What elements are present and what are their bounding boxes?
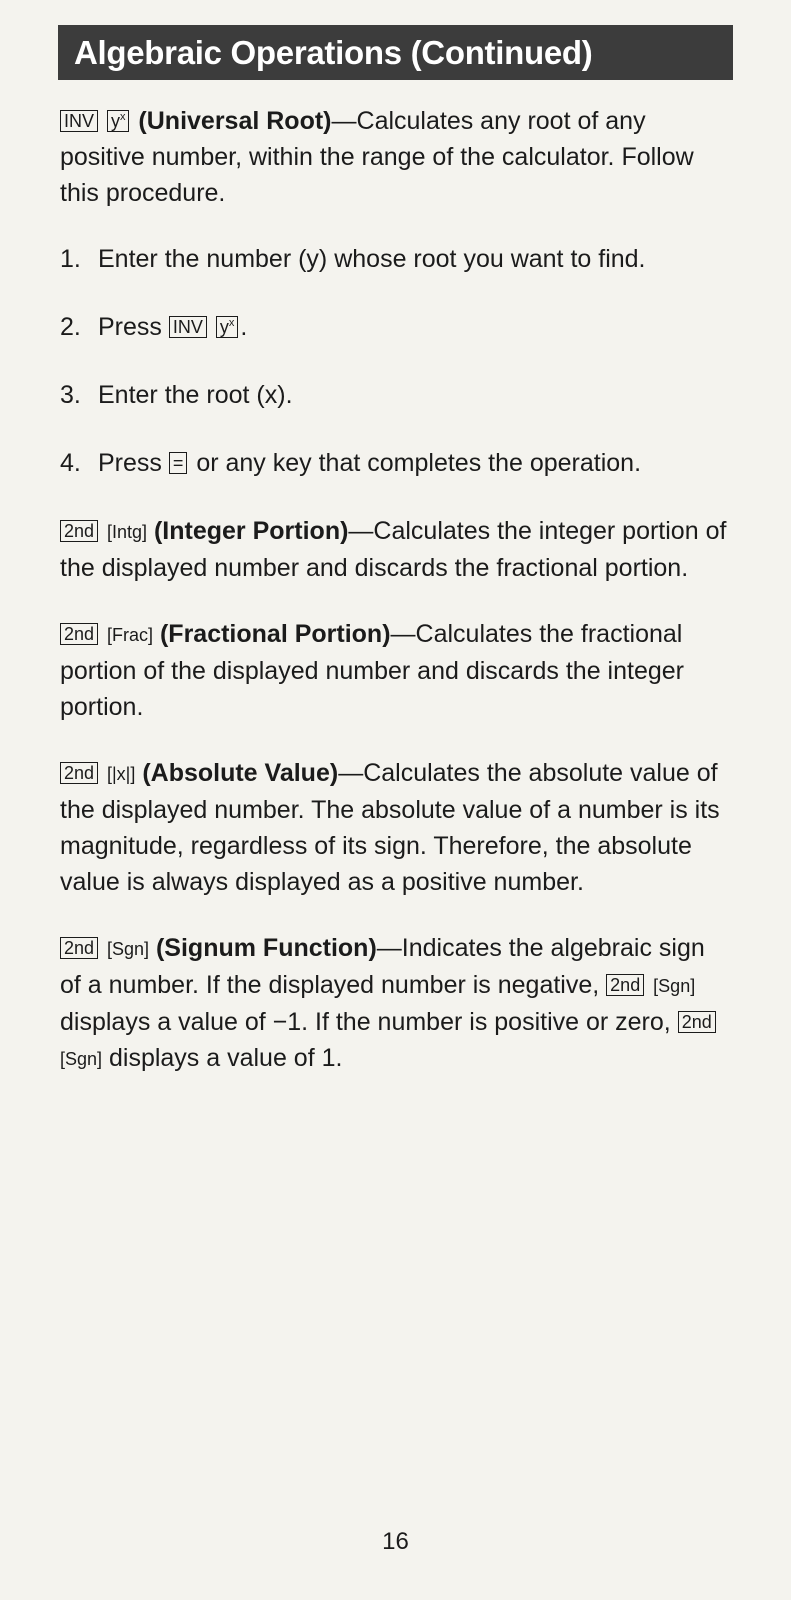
step-text-before: Press	[98, 449, 162, 477]
step-text-after: .	[240, 313, 248, 341]
second-key: 2nd	[606, 974, 644, 996]
sgn-function-label: [Sgn]	[107, 939, 150, 959]
equals-key: =	[169, 452, 188, 474]
y-power-x-key	[216, 316, 239, 338]
term-signum-function: (Signum Function)	[155, 934, 377, 962]
absolute-value-description: —Calculates the absolute value of the displayed number. The absolute value of a number is its magnitude, regardless of its sign. Therefore, the absolute value is always displayed as a positive number.	[60, 759, 720, 896]
key-base: y	[219, 317, 229, 337]
step-text: Enter the root (x).	[98, 381, 293, 409]
inv-key: INV	[169, 316, 207, 338]
inv-key: INV	[60, 110, 98, 132]
intg-function-label: [Intg]	[107, 522, 148, 542]
key-superscript: x	[228, 317, 235, 329]
second-key: 2nd	[60, 520, 98, 542]
page-heading: Algebraic Operations (Continued)	[58, 25, 733, 80]
term-fractional-portion: (Fractional Portion)	[159, 620, 391, 648]
step-number: 1.	[60, 245, 81, 273]
second-key: 2nd	[60, 937, 98, 959]
step-text-after: or any key that completes the operation.	[196, 449, 642, 477]
universal-root-description: —Calculates any root of any positive number, within the range of the calculator. Follow this procedure.	[60, 107, 694, 207]
step-4	[60, 445, 730, 481]
absolute-value-paragraph	[60, 755, 730, 900]
fractional-portion-description: —Calculates the fractional portion of the displayed number and discards the integer portion.	[60, 620, 684, 721]
step-number: 2.	[60, 313, 81, 341]
integer-portion-paragraph	[60, 513, 730, 586]
key-base: y	[110, 111, 120, 131]
page-number: 16	[382, 1528, 409, 1555]
signum-description-3: displays a value of 1.	[108, 1044, 343, 1072]
integer-portion-description: —Calculates the integer portion of the displayed number and discards the fractional portion.	[60, 517, 727, 582]
step-3	[60, 377, 730, 413]
second-key: 2nd	[678, 1011, 716, 1033]
step-text	[98, 309, 730, 345]
fractional-portion-paragraph	[60, 616, 730, 725]
term-universal-root: (Universal Root)	[138, 107, 332, 135]
frac-function-label: [Frac]	[107, 625, 154, 645]
term-absolute-value: (Absolute Value)	[142, 759, 339, 787]
sgn-function-label: [Sgn]	[653, 976, 696, 996]
step-text	[98, 445, 730, 481]
key-superscript: x	[119, 111, 126, 123]
signum-paragraph	[60, 930, 730, 1077]
step-text: Enter the number (y) whose root you want to find.	[98, 245, 646, 273]
y-power-x-key	[107, 110, 130, 132]
sgn-function-label: [Sgn]	[60, 1049, 103, 1069]
step-number: 3.	[60, 381, 81, 409]
universal-root-paragraph	[60, 103, 730, 211]
step-1	[60, 241, 730, 277]
second-key: 2nd	[60, 623, 98, 645]
signum-description-1: —Indicates the algebraic sign of a number. If the displayed number is negative,	[60, 934, 705, 999]
abs-function-label: [|x|]	[107, 764, 136, 784]
signum-description-2: displays a value of −1. If the number is positive or zero,	[60, 1008, 671, 1036]
content	[60, 103, 730, 1107]
term-integer-portion: (Integer Portion)	[153, 517, 349, 545]
second-key: 2nd	[60, 762, 98, 784]
step-text-before: Press	[98, 313, 162, 341]
step-2	[60, 309, 730, 345]
step-number: 4.	[60, 449, 81, 477]
procedure-steps	[60, 241, 730, 481]
